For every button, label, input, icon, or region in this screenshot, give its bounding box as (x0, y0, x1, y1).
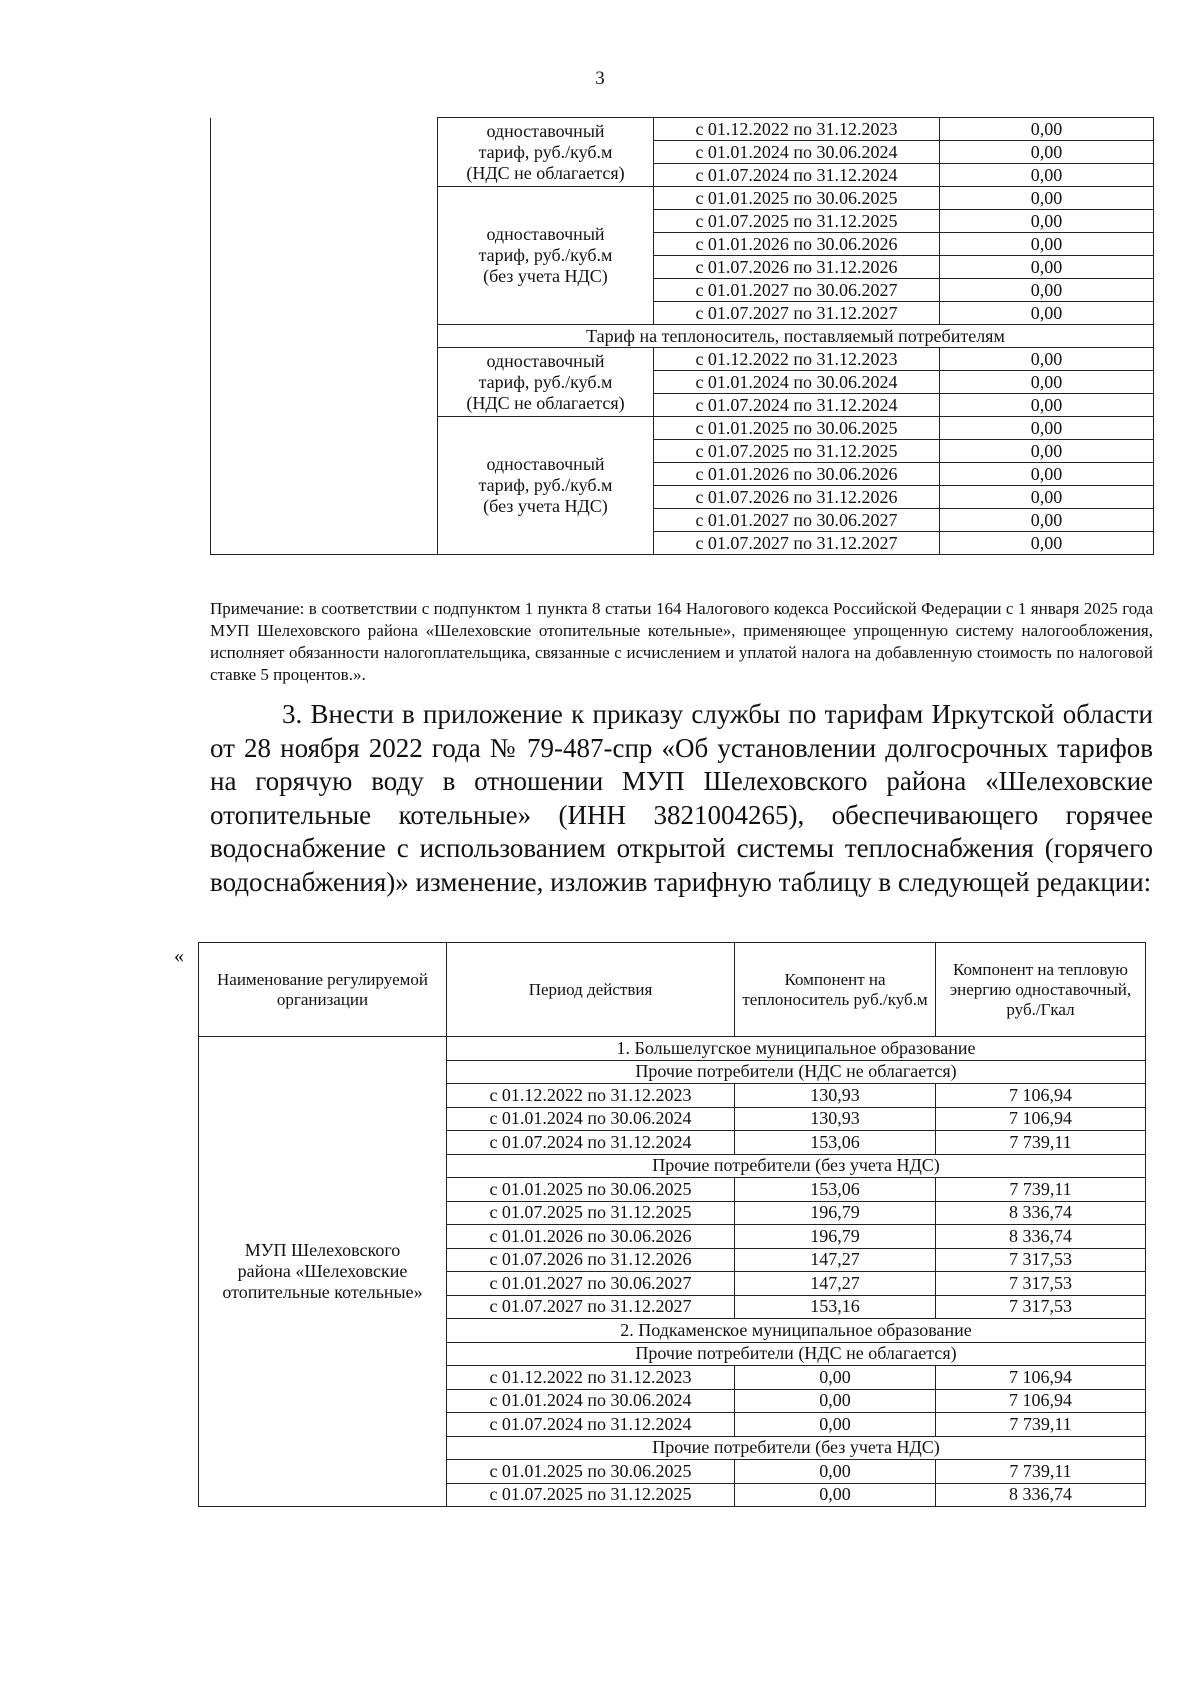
period-cell: с 01.07.2024 по 31.12.2024 (654, 164, 940, 187)
tariff-label: одноставочный тариф, руб./куб.м (НДС не облагается) (438, 118, 654, 187)
value-cell: 0,00 (940, 440, 1154, 463)
period-cell: с 01.07.2024 по 31.12.2024 (447, 1413, 735, 1437)
period-cell: с 01.07.2024 по 31.12.2024 (654, 394, 940, 417)
energy-value: 8 336,74 (936, 1225, 1146, 1249)
tariff-label: одноставочный тариф, руб./куб.м (НДС не облагается) (438, 348, 654, 417)
empty-organization-cell (211, 118, 438, 555)
period-cell: с 01.01.2026 по 30.06.2026 (654, 463, 940, 486)
header-period: Период действия (447, 943, 735, 1037)
section-heading: 1. Большелугское муниципальное образование (447, 1037, 1146, 1061)
coolant-value: 153,06 (735, 1178, 936, 1202)
period-cell: с 01.01.2024 по 30.06.2024 (654, 371, 940, 394)
coolant-value: 0,00 (735, 1389, 936, 1413)
amendment-paragraph: 3. Внести в приложение к приказу службы по тарифам Иркутской области от 28 ноября 2022 года № 79-487-спр «Об установлении долгосрочных тарифов на горячую воду в отношении МУП Шелеховского района «Шелеховские отопительные котельные» (ИНН 3821004265), обеспечивающего горячее водоснабжение с использованием открытой системы теплоснабжения (горячего водоснабжения)» изменение, изложив тарифную таблицу в следующей редакции: (210, 699, 1153, 897)
header-coolant-component: Компонент на теплоноситель руб./куб.м (735, 943, 936, 1037)
energy-value: 7 739,11 (936, 1460, 1146, 1484)
coolant-value: 196,79 (735, 1201, 936, 1225)
table-row (211, 118, 1154, 141)
energy-value: 7 739,11 (936, 1413, 1146, 1437)
section-heading: Тариф на теплоноситель, поставляемый потребителям (438, 325, 1154, 348)
coolant-value: 147,27 (735, 1248, 936, 1272)
period-cell: с 01.07.2026 по 31.12.2026 (654, 256, 940, 279)
period-cell: с 01.01.2024 по 30.06.2024 (447, 1107, 735, 1131)
period-cell: с 01.07.2027 по 31.12.2027 (654, 532, 940, 555)
coolant-value: 0,00 (735, 1460, 936, 1484)
value-cell: 0,00 (940, 279, 1154, 302)
tariff-label: одноставочный тариф, руб./куб.м (без учета НДС) (438, 417, 654, 555)
value-cell: 0,00 (940, 164, 1154, 187)
energy-value: 7 739,11 (936, 1178, 1146, 1202)
energy-value: 7 106,94 (936, 1084, 1146, 1108)
header-organization: Наименование регулируемой организации (199, 943, 447, 1037)
period-cell: с 01.07.2026 по 31.12.2026 (447, 1248, 735, 1272)
value-cell: 0,00 (940, 394, 1154, 417)
period-cell: с 01.07.2025 по 31.12.2025 (654, 210, 940, 233)
period-cell: с 01.01.2027 по 30.06.2027 (654, 279, 940, 302)
tariff-label: одноставочный тариф, руб./куб.м (без учета НДС) (438, 187, 654, 325)
period-cell: с 01.01.2025 по 30.06.2025 (654, 187, 940, 210)
period-cell: с 01.12.2022 по 31.12.2023 (654, 118, 940, 141)
period-cell: с 01.07.2025 по 31.12.2025 (447, 1201, 735, 1225)
section-heading: 2. Подкаменское муниципальное образование (447, 1319, 1146, 1343)
energy-value: 7 317,53 (936, 1248, 1146, 1272)
coolant-value: 147,27 (735, 1272, 936, 1296)
coolant-value: 153,06 (735, 1131, 936, 1155)
period-cell: с 01.01.2025 по 30.06.2025 (654, 417, 940, 440)
energy-value: 7 739,11 (936, 1131, 1146, 1155)
header-energy-component: Компонент на тепловую энергию одноставочный, руб./Гкал (936, 943, 1146, 1037)
hot-water-tariff-table (198, 942, 1146, 1507)
period-cell: с 01.01.2026 по 30.06.2026 (447, 1225, 735, 1249)
tax-note: Примечание: в соответствии с подпунктом 1 пункта 8 статьи 164 Налогового кодекса Российской Федерации с 1 января 2025 года МУП Шелеховского района «Шелеховские отопительные котельные», применяющее упрощенную систему налогообложения, исполняет обязанности налогоплательщика, связанные с исчислением и уплатой налога на добавленную стоимость по налоговой ставке 5 процентов.». (210, 599, 1153, 684)
table-header-row (199, 943, 1146, 1037)
period-cell: с 01.07.2027 по 31.12.2027 (654, 302, 940, 325)
period-cell: с 01.12.2022 по 31.12.2023 (447, 1084, 735, 1108)
section-heading: Прочие потребители (без учета НДС) (447, 1436, 1146, 1460)
value-cell: 0,00 (940, 509, 1154, 532)
period-cell: с 01.01.2027 по 30.06.2027 (654, 509, 940, 532)
section-heading: Прочие потребители (НДС не облагается) (447, 1342, 1146, 1366)
page-number: 3 (595, 68, 605, 89)
period-cell: с 01.01.2024 по 30.06.2024 (654, 141, 940, 164)
section-heading: Прочие потребители (без учета НДС) (447, 1154, 1146, 1178)
period-cell: с 01.01.2026 по 30.06.2026 (654, 233, 940, 256)
period-cell: с 01.01.2025 по 30.06.2025 (447, 1178, 735, 1202)
period-cell: с 01.01.2024 по 30.06.2024 (447, 1389, 735, 1413)
value-cell: 0,00 (940, 187, 1154, 210)
period-cell: с 01.07.2027 по 31.12.2027 (447, 1295, 735, 1319)
value-cell: 0,00 (940, 302, 1154, 325)
value-cell: 0,00 (940, 417, 1154, 440)
period-cell: с 01.12.2022 по 31.12.2023 (654, 348, 940, 371)
value-cell: 0,00 (940, 463, 1154, 486)
coolant-value: 130,93 (735, 1107, 936, 1131)
value-cell: 0,00 (940, 532, 1154, 555)
energy-value: 7 106,94 (936, 1366, 1146, 1390)
period-cell: с 01.07.2025 по 31.12.2025 (654, 440, 940, 463)
organization-name: МУП Шелеховского района «Шелеховские отопительные котельные» (199, 1037, 447, 1507)
tariff-table-continued (210, 117, 1154, 555)
value-cell: 0,00 (940, 210, 1154, 233)
energy-value: 7 317,53 (936, 1295, 1146, 1319)
period-cell: с 01.07.2025 по 31.12.2025 (447, 1483, 735, 1507)
period-cell: с 01.01.2025 по 30.06.2025 (447, 1460, 735, 1484)
period-cell: с 01.07.2024 по 31.12.2024 (447, 1131, 735, 1155)
period-cell: с 01.01.2027 по 30.06.2027 (447, 1272, 735, 1296)
coolant-value: 0,00 (735, 1413, 936, 1437)
value-cell: 0,00 (940, 486, 1154, 509)
coolant-value: 153,16 (735, 1295, 936, 1319)
section-heading: Прочие потребители (НДС не облагается) (447, 1060, 1146, 1084)
value-cell: 0,00 (940, 348, 1154, 371)
opening-quote: « (174, 945, 184, 967)
value-cell: 0,00 (940, 118, 1154, 141)
period-cell: с 01.12.2022 по 31.12.2023 (447, 1366, 735, 1390)
energy-value: 7 106,94 (936, 1389, 1146, 1413)
coolant-value: 130,93 (735, 1084, 936, 1108)
value-cell: 0,00 (940, 141, 1154, 164)
coolant-value: 0,00 (735, 1366, 936, 1390)
value-cell: 0,00 (940, 371, 1154, 394)
energy-value: 8 336,74 (936, 1201, 1146, 1225)
energy-value: 8 336,74 (936, 1483, 1146, 1507)
period-cell: с 01.07.2026 по 31.12.2026 (654, 486, 940, 509)
value-cell: 0,00 (940, 233, 1154, 256)
value-cell: 0,00 (940, 256, 1154, 279)
section-row (199, 1037, 1146, 1061)
coolant-value: 196,79 (735, 1225, 936, 1249)
coolant-value: 0,00 (735, 1483, 936, 1507)
energy-value: 7 317,53 (936, 1272, 1146, 1296)
energy-value: 7 106,94 (936, 1107, 1146, 1131)
